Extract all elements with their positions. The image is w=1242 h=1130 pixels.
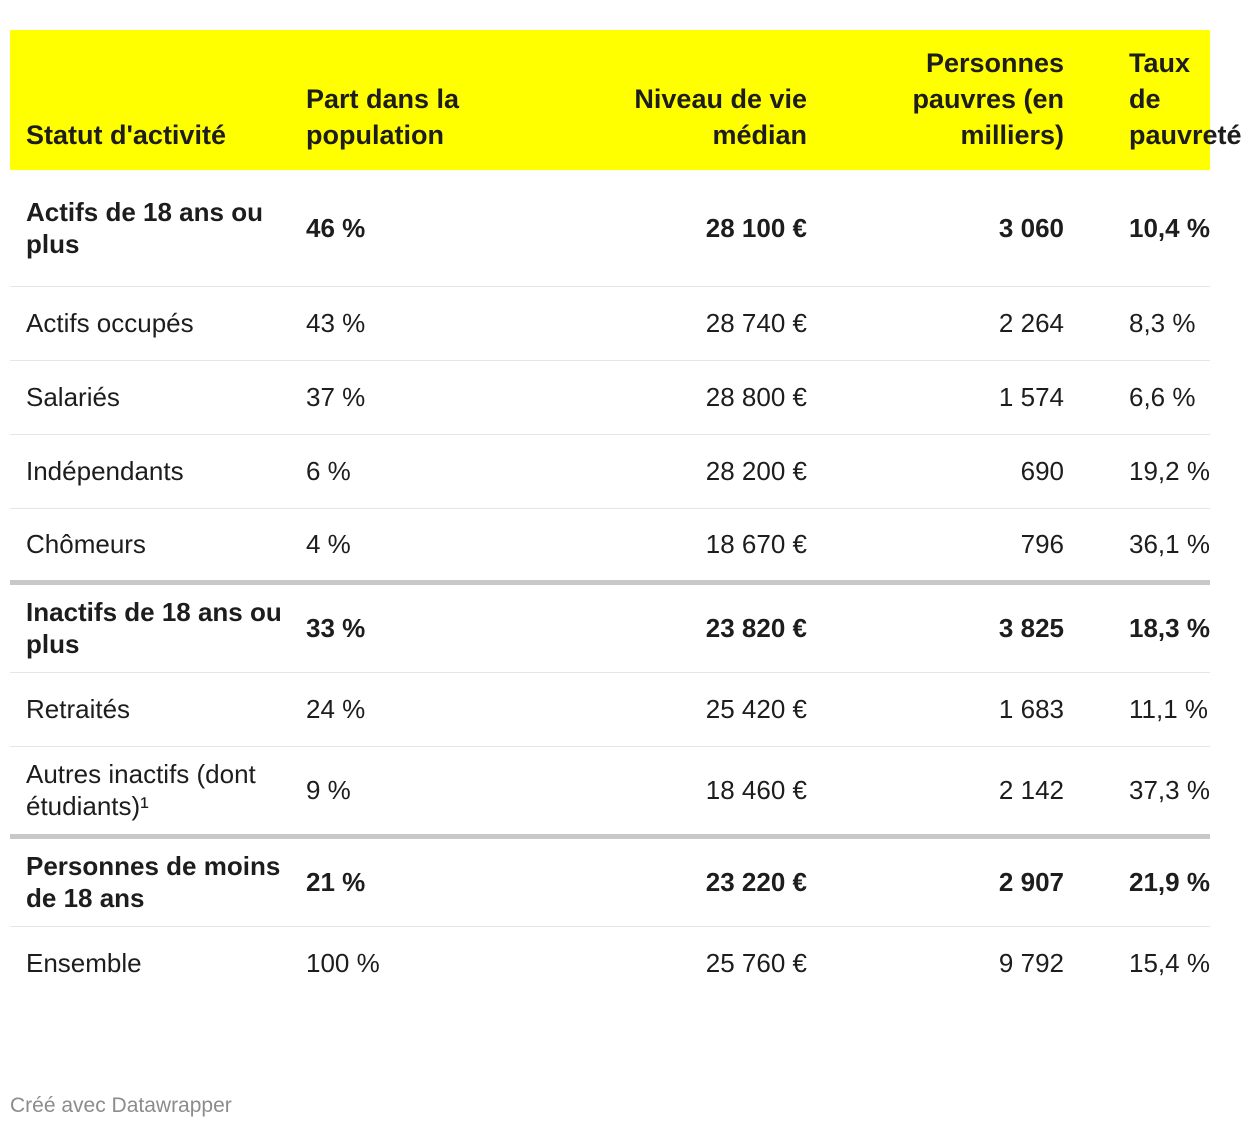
header-row [10, 30, 1210, 170]
cell-pauvres: 1 574 [815, 360, 1072, 434]
table-row-actifs-occupes [10, 286, 1210, 360]
table-body [10, 170, 1210, 1000]
table-row-ensemble [10, 926, 1210, 1000]
cell-pauvres: 2 264 [815, 286, 1072, 360]
table-row-moins-18 [10, 836, 1210, 926]
cell-part: 100 % [306, 948, 380, 979]
cell-pauvres: 796 [815, 508, 1072, 582]
cell-niveau: 23 820 € [560, 582, 815, 672]
cell-taux: 10,4 % [1072, 170, 1210, 286]
table-row-independants [10, 434, 1210, 508]
cell-part: 46 % [290, 170, 560, 286]
cell-taux: 15,4 % [1129, 948, 1210, 979]
cell-part: 21 % [290, 836, 560, 926]
cell-pauvres: 3 825 [815, 582, 1072, 672]
cell-label: Salariés [10, 360, 290, 434]
cell-label: Indépendants [10, 434, 290, 508]
cell-pauvres: 3 060 [815, 170, 1072, 286]
cell-part: 9 % [290, 746, 560, 836]
cell-niveau: 28 800 € [560, 360, 815, 434]
table-row-retraites [10, 672, 1210, 746]
column-header-niveau: Niveau de vie médian [634, 84, 807, 150]
cell-taux: 11,1 % [1072, 672, 1210, 746]
cell-label: Actifs de 18 ans ou plus [10, 170, 290, 286]
cell-label: Autres inactifs (dont étudiants)¹ [10, 746, 290, 836]
table-row-autres-inactifs [10, 746, 1210, 836]
cell-pauvres: 1 683 [815, 672, 1072, 746]
column-header-taux: Taux de pauvreté [1129, 48, 1242, 150]
cell-taux: 8,3 % [1072, 286, 1210, 360]
cell-taux: 37,3 % [1072, 746, 1210, 836]
cell-niveau: 28 200 € [560, 434, 815, 508]
cell-niveau: 18 460 € [560, 746, 815, 836]
cell-niveau: 28 100 € [560, 170, 815, 286]
cell-niveau: 18 670 € [560, 508, 815, 582]
table-row-actifs [10, 170, 1210, 286]
cell-taux: 21,9 % [1072, 836, 1210, 926]
cell-pauvres: 2 907 [815, 836, 1072, 926]
cell-niveau: 23 220 € [560, 836, 815, 926]
poverty-table [10, 30, 1242, 1000]
cell-label: Personnes de moins de 18 ans [10, 836, 290, 926]
cell-taux: 36,1 % [1072, 508, 1210, 582]
cell-label: Retraités [10, 672, 290, 746]
cell-label: Actifs occupés [10, 286, 290, 360]
cell-label: Ensemble [26, 948, 142, 979]
cell-niveau: 25 760 € [705, 948, 807, 979]
table-row-chomeurs [10, 508, 1210, 582]
cell-taux: 6,6 % [1072, 360, 1210, 434]
cell-pauvres: 690 [815, 434, 1072, 508]
cell-label: Inactifs de 18 ans ou plus [10, 582, 290, 672]
cell-label: Chômeurs [10, 508, 290, 582]
cell-niveau: 28 740 € [560, 286, 815, 360]
table-row-inactifs [10, 582, 1210, 672]
cell-part: 24 % [290, 672, 560, 746]
cell-niveau: 25 420 € [560, 672, 815, 746]
column-header-part: Part dans la population [306, 84, 460, 150]
table-header [10, 30, 1242, 170]
cell-pauvres: 9 792 [998, 948, 1064, 979]
cell-pauvres: 2 142 [815, 746, 1072, 836]
data-table-container [10, 30, 1242, 1000]
cell-part: 37 % [290, 360, 560, 434]
table-row-salaries [10, 360, 1210, 434]
column-header-statut: Statut d'activité [26, 120, 226, 150]
cell-part: 33 % [290, 582, 560, 672]
cell-part: 43 % [290, 286, 560, 360]
cell-taux: 19,2 % [1072, 434, 1210, 508]
datawrapper-credit[interactable]: Créé avec Datawrapper [10, 1094, 232, 1117]
cell-taux: 18,3 % [1072, 582, 1210, 672]
cell-part: 6 % [290, 434, 560, 508]
cell-part: 4 % [290, 508, 560, 582]
column-header-pauvres: Personnes pauvres (en milliers) [912, 48, 1064, 150]
